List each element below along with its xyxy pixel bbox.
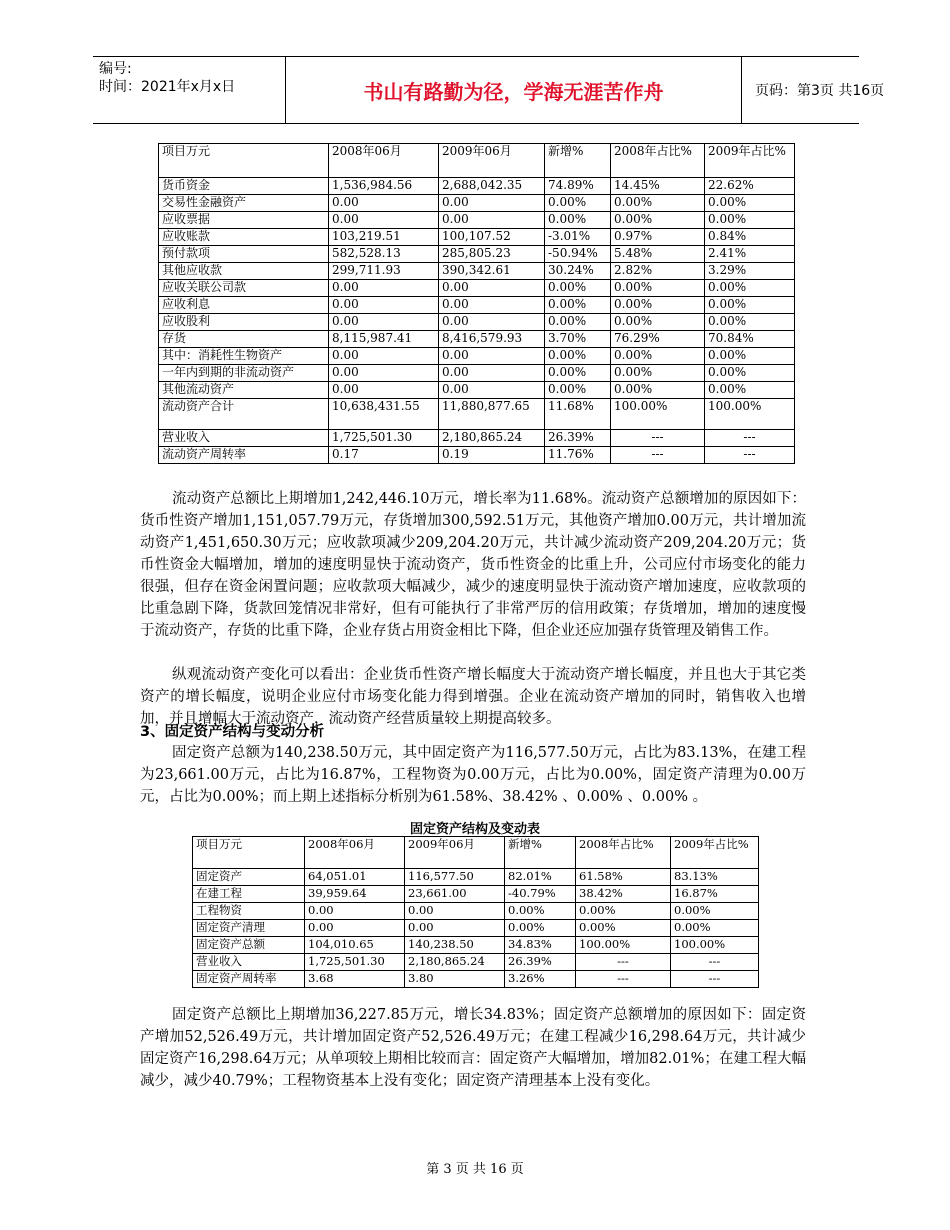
table-cell: 61.58% xyxy=(576,869,671,886)
table-cell: -50.94% xyxy=(545,246,611,263)
table-cell: 0.00% xyxy=(611,348,705,365)
table-cell: 0.00% xyxy=(705,314,795,331)
table-cell: 0.84% xyxy=(705,229,795,246)
table-cell: 116,577.50 xyxy=(405,869,505,886)
row-label-cell: 应收关联公司款 xyxy=(159,280,329,297)
table-cell: 16.87% xyxy=(671,886,759,903)
table-cell: 3.26% xyxy=(505,971,576,988)
table-cell: 5.48% xyxy=(611,246,705,263)
column-header: 新增% xyxy=(545,144,611,178)
table-header-row xyxy=(193,837,759,869)
column-header: 新增% xyxy=(505,837,576,869)
document-time-label: 时间：2021年x月x日 xyxy=(99,79,236,95)
header-meta xyxy=(93,57,286,123)
table-row xyxy=(159,430,795,447)
table-row xyxy=(159,212,795,229)
row-label-cell: 货币资金 xyxy=(159,178,329,195)
row-label-cell: 其他流动资产 xyxy=(159,382,329,399)
column-header: 2009年06月 xyxy=(439,144,545,178)
table-cell: 0.00% xyxy=(545,314,611,331)
table-cell: 0.00 xyxy=(439,212,545,229)
table-cell: 0.00 xyxy=(405,903,505,920)
table-cell: 0.00 xyxy=(329,195,439,212)
table-row xyxy=(193,937,759,954)
table-cell: 1,536,984.56 xyxy=(329,178,439,195)
table-cell: 0.00% xyxy=(545,212,611,229)
table-cell: 1,725,501.30 xyxy=(329,430,439,447)
row-label-cell: 流动资产周转率 xyxy=(159,447,329,464)
table-cell: 0.00 xyxy=(329,314,439,331)
table-cell: 0.00% xyxy=(576,920,671,937)
table-cell: 0.00% xyxy=(705,348,795,365)
table-cell: 76.29% xyxy=(611,331,705,348)
table-cell: 0.19 xyxy=(439,447,545,464)
header-page-label: 页码：第3页 共16页 xyxy=(755,83,885,99)
table-cell: 2,688,042.35 xyxy=(439,178,545,195)
table-header-row xyxy=(159,144,795,178)
table-cell: 3.68 xyxy=(305,971,405,988)
table-cell: 3.29% xyxy=(705,263,795,280)
section-heading-fixed-assets: 3、固定资产结构与变动分析 xyxy=(140,724,325,740)
table-cell: 74.89% xyxy=(545,178,611,195)
table-cell: 1,725,501.30 xyxy=(305,954,405,971)
table-cell: 100.00% xyxy=(611,399,705,430)
table-cell: 0.00% xyxy=(705,297,795,314)
table-cell: 0.00% xyxy=(611,297,705,314)
table-cell: 0.00% xyxy=(611,382,705,399)
table-row xyxy=(193,920,759,937)
row-label-cell: 流动资产合计 xyxy=(159,399,329,430)
table-cell: --- xyxy=(671,954,759,971)
table-cell: 0.00 xyxy=(439,314,545,331)
table-cell: --- xyxy=(611,447,705,464)
row-label-cell: 一年内到期的非流动资产 xyxy=(159,365,329,382)
column-header: 2008年06月 xyxy=(329,144,439,178)
table-cell: --- xyxy=(671,971,759,988)
table-cell: 8,416,579.93 xyxy=(439,331,545,348)
table-row xyxy=(159,195,795,212)
table-cell: 8,115,987.41 xyxy=(329,331,439,348)
table-cell: 0.00 xyxy=(439,195,545,212)
table-row xyxy=(193,886,759,903)
table-row xyxy=(193,954,759,971)
table-cell: 0.00% xyxy=(545,297,611,314)
row-label-cell: 固定资产清理 xyxy=(193,920,305,937)
table-cell: 0.00 xyxy=(405,920,505,937)
table-row xyxy=(159,297,795,314)
table-cell: 285,805.23 xyxy=(439,246,545,263)
table-cell: --- xyxy=(705,447,795,464)
table-cell: 390,342.61 xyxy=(439,263,545,280)
table-cell: -40.79% xyxy=(505,886,576,903)
table-row xyxy=(159,382,795,399)
table-cell: 0.00 xyxy=(439,348,545,365)
table-row xyxy=(159,246,795,263)
table-cell: --- xyxy=(611,430,705,447)
table-cell: 3.80 xyxy=(405,971,505,988)
row-label-cell: 营业收入 xyxy=(159,430,329,447)
table-cell: 3.70% xyxy=(545,331,611,348)
table-cell: 0.00% xyxy=(545,382,611,399)
fixed-assets-change-paragraph: 固定资产总额比上期增加36,227.85万元，增长34.83%；固定资产总额增加的原因如下：固定资产增加52,526.49万元，共计增加固定资产52,526.49万元；在建工程减少16,298.64万元，共计减少固定资产16,298.64万元；从单项较上期相比较而言：固定资产大幅增加，增加82.01%；在建工程大幅减少，减少40.79%；工程物资基本上没有变化；固定资产清理基本上没有变化。 xyxy=(140,1007,806,1089)
current-assets-table xyxy=(158,143,795,464)
table-cell: 38.42% xyxy=(576,886,671,903)
table-cell: 0.00 xyxy=(329,212,439,229)
table-cell: 0.17 xyxy=(329,447,439,464)
table-cell: 82.01% xyxy=(505,869,576,886)
table-cell: 0.00% xyxy=(705,212,795,229)
column-header: 2008年06月 xyxy=(305,837,405,869)
table-cell: 11,880,877.65 xyxy=(439,399,545,430)
table-cell: 0.00% xyxy=(705,365,795,382)
table-cell: 0.00 xyxy=(329,365,439,382)
fixed-assets-table xyxy=(192,836,759,988)
table-cell: 11.68% xyxy=(545,399,611,430)
current-assets-summary-paragraph: 纵观流动资产变化可以看出：企业货币性资产增长幅度大于流动资产增长幅度，并且也大于其它类资产的增长幅度，说明企业应付市场变化能力得到增强。企业在流动资产增加的同时，销售收入也增加，并且增幅大于流动资产，流动资产经营质量较上期提高较多。 xyxy=(140,667,806,727)
row-label-cell: 固定资产总额 xyxy=(193,937,305,954)
table-cell: 100,107.52 xyxy=(439,229,545,246)
row-label-cell: 在建工程 xyxy=(193,886,305,903)
table-cell: 26.39% xyxy=(505,954,576,971)
table-cell: 0.00 xyxy=(439,382,545,399)
table-row xyxy=(193,903,759,920)
column-header: 2009年占比% xyxy=(705,144,795,178)
table-row xyxy=(159,229,795,246)
fixed-assets-table-caption: 固定资产结构及变动表 xyxy=(409,822,540,837)
table-cell: 0.00% xyxy=(545,195,611,212)
table-cell: 39,959.64 xyxy=(305,886,405,903)
table-cell: 0.00 xyxy=(439,297,545,314)
table-cell: 0.00% xyxy=(611,314,705,331)
table-cell: 0.97% xyxy=(611,229,705,246)
table-cell: 0.00 xyxy=(439,280,545,297)
page-footer: 第 3 页 共 16 页 xyxy=(426,1162,524,1177)
row-label-cell: 应收利息 xyxy=(159,297,329,314)
table-cell: 0.00% xyxy=(705,382,795,399)
table-cell: 0.00% xyxy=(611,212,705,229)
table-row xyxy=(159,331,795,348)
table-cell: 0.00 xyxy=(329,297,439,314)
table-row xyxy=(159,263,795,280)
table-cell: 0.00% xyxy=(611,195,705,212)
row-label-cell: 应收票据 xyxy=(159,212,329,229)
table-cell: 100.00% xyxy=(576,937,671,954)
current-assets-analysis-paragraph: 流动资产总额比上期增加1,242,446.10万元，增长率为11.68%。流动资产总额增加的原因如下：货币性资产增加1,151,057.79万元，存货增加300,592.51万元，其他资产增加0.00万元，共计增加流动资产1,451,650.30万元；应收款项减少209,204.20万元，共计减少流动资产209,204.20万元；货币性资金大幅增加，增加的速度明显快于流动资产，货币性资金的比重上升，公司应付市场变化的能力很强，但存在资金闲置问题；应收款项大幅减少，减少的速度明显快于流动资产增加速度，应收款项的比重急剧下降，货款回笼情况非常好，但有可能执行了非常严厉的信用政策；存货增加，增加的速度慢于流动资产，存货的比重下降，企业存货占用资金相比下降，但企业还应加强存货管理及销售工作。 xyxy=(140,491,806,639)
table-cell: 0.00% xyxy=(671,903,759,920)
table-row xyxy=(159,280,795,297)
table-cell: 0.00% xyxy=(705,280,795,297)
row-label-cell: 预付款项 xyxy=(159,246,329,263)
row-label-cell: 固定资产 xyxy=(193,869,305,886)
table-cell: --- xyxy=(576,971,671,988)
row-label-cell: 其他应收款 xyxy=(159,263,329,280)
table-row xyxy=(193,971,759,988)
table-cell: 0.00% xyxy=(705,195,795,212)
table-cell: 100.00% xyxy=(671,937,759,954)
table-cell: 83.13% xyxy=(671,869,759,886)
table-cell: 0.00% xyxy=(576,903,671,920)
table-cell: 23,661.00 xyxy=(405,886,505,903)
table-row xyxy=(159,314,795,331)
table-cell: 140,238.50 xyxy=(405,937,505,954)
table-cell: 0.00 xyxy=(439,365,545,382)
table-cell: 11.76% xyxy=(545,447,611,464)
table-cell: 2.41% xyxy=(705,246,795,263)
column-header: 2009年占比% xyxy=(671,837,759,869)
table-cell: 0.00 xyxy=(329,280,439,297)
table-cell: 104,010.65 xyxy=(305,937,405,954)
header-motto: 书山有路勤为径，学海无涯苦作舟 xyxy=(286,57,742,123)
table-cell: --- xyxy=(576,954,671,971)
table-cell: 2,180,865.24 xyxy=(405,954,505,971)
row-label-cell: 工程物资 xyxy=(193,903,305,920)
table-cell: 0.00 xyxy=(305,903,405,920)
table-row xyxy=(159,399,795,430)
table-cell: 0.00% xyxy=(671,920,759,937)
row-label-cell: 固定资产周转率 xyxy=(193,971,305,988)
table-cell: 582,528.13 xyxy=(329,246,439,263)
table-cell: 30.24% xyxy=(545,263,611,280)
column-header: 2009年06月 xyxy=(405,837,505,869)
table-cell: 0.00% xyxy=(545,365,611,382)
column-header: 项目万元 xyxy=(193,837,305,869)
column-header: 2008年占比% xyxy=(576,837,671,869)
table-cell: 0.00% xyxy=(611,365,705,382)
table-cell: 0.00% xyxy=(611,280,705,297)
table-cell: 100.00% xyxy=(705,399,795,430)
table-cell: 0.00% xyxy=(545,348,611,365)
table-cell: 0.00 xyxy=(329,348,439,365)
table-cell: --- xyxy=(705,430,795,447)
fixed-assets-structure-paragraph: 固定资产总额为140,238.50万元，其中固定资产为116,577.50万元，占比为83.13%，在建工程为23,661.00万元，占比为16.87%，工程物资为0.00万元，占比为0.00%，固定资产清理为0.00万元，占比为0.00%；而上期上述指标分析别为61.58%、38.42% 、0.00% 、0.00% 。 xyxy=(140,745,806,805)
table-cell: 2.82% xyxy=(611,263,705,280)
table-row xyxy=(159,178,795,195)
table-cell: 0.00 xyxy=(329,382,439,399)
row-label-cell: 应收账款 xyxy=(159,229,329,246)
table-cell: 0.00 xyxy=(305,920,405,937)
table-cell: 34.83% xyxy=(505,937,576,954)
table-cell: 0.00% xyxy=(505,903,576,920)
table-cell: 299,711.93 xyxy=(329,263,439,280)
row-label-cell: 交易性金融资产 xyxy=(159,195,329,212)
column-header: 项目万元 xyxy=(159,144,329,178)
table-cell: 0.00% xyxy=(505,920,576,937)
table-cell: 70.84% xyxy=(705,331,795,348)
table-row xyxy=(159,348,795,365)
row-label-cell: 其中：消耗性生物资产 xyxy=(159,348,329,365)
table-cell: 14.45% xyxy=(611,178,705,195)
table-row xyxy=(193,869,759,886)
table-row xyxy=(159,365,795,382)
table-cell: 103,219.51 xyxy=(329,229,439,246)
table-row xyxy=(159,447,795,464)
row-label-cell: 存货 xyxy=(159,331,329,348)
table-cell: -3.01% xyxy=(545,229,611,246)
table-cell: 22.62% xyxy=(705,178,795,195)
row-label-cell: 应收股利 xyxy=(159,314,329,331)
row-label-cell: 营业收入 xyxy=(193,954,305,971)
table-cell: 0.00% xyxy=(545,280,611,297)
page-header xyxy=(93,56,885,124)
table-cell: 26.39% xyxy=(545,430,611,447)
table-cell: 2,180,865.24 xyxy=(439,430,545,447)
table-cell: 64,051.01 xyxy=(305,869,405,886)
column-header: 2008年占比% xyxy=(611,144,705,178)
document-number-label: 编号: xyxy=(99,61,132,77)
table-cell: 10,638,431.55 xyxy=(329,399,439,430)
